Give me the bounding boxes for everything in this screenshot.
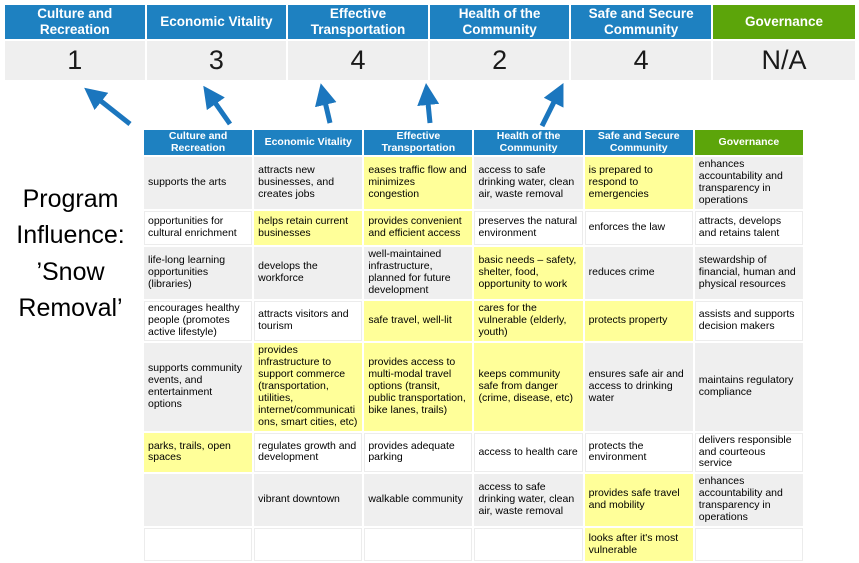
summary-column-economic [147, 5, 287, 80]
up-arrow-icon [542, 92, 559, 126]
summary-score-governance: N/A [713, 41, 855, 80]
up-arrow-icon [92, 94, 130, 124]
up-arrow-icon [323, 93, 330, 123]
matrix-cell: provides convenient and efficient access [364, 211, 472, 245]
matrix-cell: assists and supports decision makers [695, 301, 803, 341]
matrix-cell: walkable community [364, 474, 472, 526]
matrix-cell: safe travel, well-lit [364, 301, 472, 341]
up-arrow-icon [427, 93, 430, 123]
matrix-cell: preserves the natural environment [474, 211, 582, 245]
summary-score-health: 2 [430, 41, 570, 80]
summary-score-safety: 4 [571, 41, 711, 80]
matrix-header-row [144, 130, 803, 155]
matrix-cell: stewardship of financial, human and physical resources [695, 247, 803, 299]
matrix-cell: delivers responsible and courteous service [695, 433, 803, 473]
matrix-cell: attracts new businesses, and creates jobs [254, 157, 362, 209]
matrix-cell: protects property [585, 301, 693, 341]
table-row [144, 157, 803, 209]
matrix-cell: cares for the vulnerable (elderly, youth) [474, 301, 582, 341]
matrix-cell: access to safe drinking water, clean air, waste removal [474, 157, 582, 209]
summary-column-transportation [288, 5, 428, 80]
summary-column-safety [571, 5, 711, 80]
matrix-cell: enforces the law [585, 211, 693, 245]
matrix-cell [144, 474, 252, 526]
matrix-cell: regulates growth and development [254, 433, 362, 473]
summary-header-culture: Culture and Recreation [5, 5, 145, 39]
matrix-cell: parks, trails, open spaces [144, 433, 252, 473]
matrix-cell: eases traffic flow and minimizes congestion [364, 157, 472, 209]
matrix-cell: reduces crime [585, 247, 693, 299]
table-row [144, 433, 803, 473]
matrix-cell: well-maintained infrastructure, planned for future development [364, 247, 472, 299]
matrix-cell: supports community events, and entertainment options [144, 343, 252, 431]
matrix-cell: enhances accountability and transparency in operations [695, 157, 803, 209]
matrix-cell: helps retain current businesses [254, 211, 362, 245]
matrix-header-culture: Culture and Recreation [144, 130, 252, 155]
summary-band [5, 5, 855, 80]
matrix-cell: looks after it's most vulnerable [585, 528, 693, 561]
matrix-cell: protects the environment [585, 433, 693, 473]
summary-header-governance: Governance [713, 5, 855, 39]
matrix-cell: keeps community safe from danger (crime, disease, etc) [474, 343, 582, 431]
matrix-cell: is prepared to respond to emergencies [585, 157, 693, 209]
summary-header-economic: Economic Vitality [147, 5, 287, 39]
matrix-cell: opportunities for cultural enrichment [144, 211, 252, 245]
summary-score-culture: 1 [5, 41, 145, 80]
matrix-cell [474, 528, 582, 561]
matrix-cell: access to health care [474, 433, 582, 473]
matrix-cell [254, 528, 362, 561]
matrix-cell: vibrant downtown [254, 474, 362, 526]
table-row [144, 474, 803, 526]
table-row [144, 301, 803, 341]
summary-column-culture [5, 5, 145, 80]
summary-column-governance [713, 5, 855, 80]
matrix-cell: maintains regulatory compliance [695, 343, 803, 431]
matrix-cell [364, 528, 472, 561]
matrix-body [144, 157, 803, 561]
matrix-cell: life-long learning opportunities (libraries) [144, 247, 252, 299]
matrix-cell: provides infrastructure to support commerce (transportation, utilities, internet/communications, smart cities, etc) [254, 343, 362, 431]
matrix-cell [695, 528, 803, 561]
table-row [144, 528, 803, 561]
matrix-cell: attracts, develops and retains talent [695, 211, 803, 245]
matrix-header-health: Health of the Community [474, 130, 582, 155]
summary-header-safety: Safe and Secure Community [571, 5, 711, 39]
matrix-cell: supports the arts [144, 157, 252, 209]
matrix-cell: basic needs – safety, shelter, food, opportunity to work [474, 247, 582, 299]
matrix-cell [144, 528, 252, 561]
matrix-header-governance: Governance [695, 130, 803, 155]
matrix-cell: develops the workforce [254, 247, 362, 299]
summary-header-health: Health of the Community [430, 5, 570, 39]
summary-score-economic: 3 [147, 41, 287, 80]
summary-header-transportation: Effective Transportation [288, 5, 428, 39]
matrix-cell: provides access to multi-modal travel options (transit, public transportation, bike lanes, trails) [364, 343, 472, 431]
matrix-cell: provides adequate parking [364, 433, 472, 473]
matrix-header-transportation: Effective Transportation [364, 130, 472, 155]
matrix-header-safety: Safe and Secure Community [585, 130, 693, 155]
influence-matrix [142, 128, 805, 563]
matrix-header-economic: Economic Vitality [254, 130, 362, 155]
matrix-cell: attracts visitors and tourism [254, 301, 362, 341]
table-row [144, 211, 803, 245]
matrix-cell: access to safe drinking water, clean air, waste removal [474, 474, 582, 526]
matrix-cell: provides safe travel and mobility [585, 474, 693, 526]
matrix-cell: encourages healthy people (promotes active lifestyle) [144, 301, 252, 341]
table-row [144, 247, 803, 299]
summary-score-transportation: 4 [288, 41, 428, 80]
program-influence-label: Program Influence: ’Snow Removal’ [16, 185, 125, 322]
up-arrow-icon [209, 94, 230, 124]
summary-column-health [430, 5, 570, 80]
matrix-cell: enhances accountability and transparency in operations [695, 474, 803, 526]
matrix-cell: ensures safe air and access to drinking water [585, 343, 693, 431]
table-row [144, 343, 803, 431]
